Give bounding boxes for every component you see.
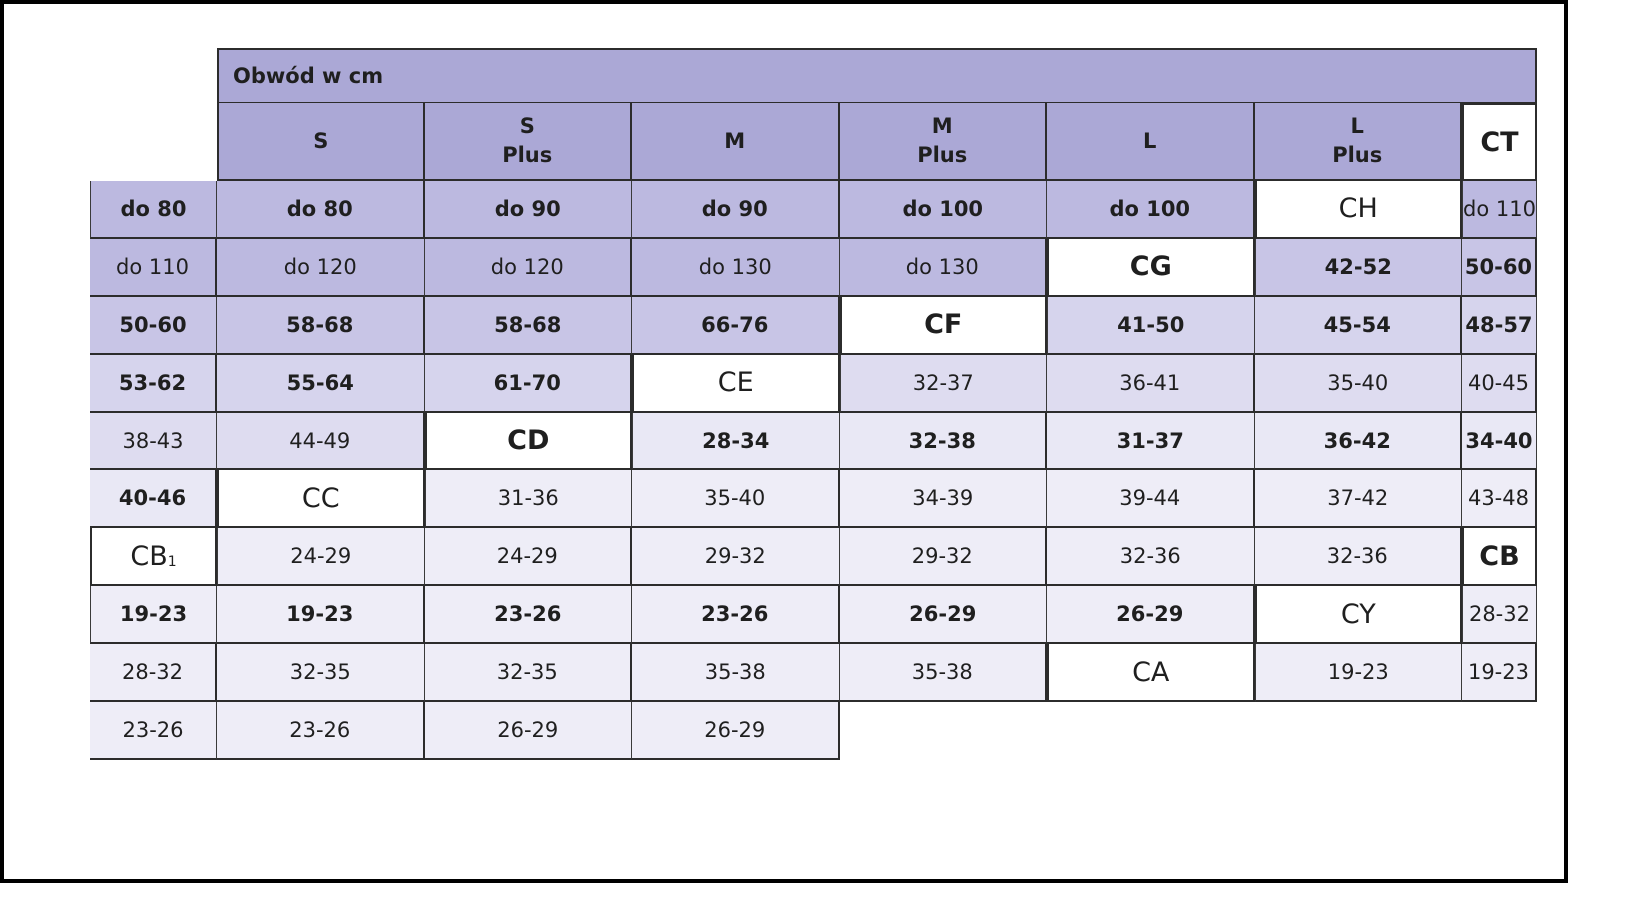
table-cell: 34-40 <box>1462 413 1537 471</box>
table-cell: 19-23 <box>1255 644 1463 702</box>
table-cell: 41-50 <box>1047 297 1255 355</box>
table-cell: do 100 <box>840 181 1048 239</box>
table-cell: 42-52 <box>1255 239 1463 297</box>
size-header-line1: S <box>519 114 535 138</box>
row-label <box>1047 239 1255 297</box>
row-label <box>1047 644 1255 702</box>
table-cell: 23-26 <box>632 586 840 644</box>
table-cell: 58-68 <box>217 297 425 355</box>
size-header-line2: Plus <box>917 143 968 167</box>
size-header-line1: M <box>724 128 746 153</box>
table-cell: 32-36 <box>1047 528 1255 586</box>
table-cell: 23-26 <box>90 702 217 760</box>
size-header-m <box>632 103 840 181</box>
table-cell: do 110 <box>1462 181 1537 239</box>
size-header-line2: Plus <box>1332 143 1383 167</box>
table-cell: 19-23 <box>217 586 425 644</box>
table-cell: 35-38 <box>632 644 840 702</box>
table-cell: 23-26 <box>217 702 425 760</box>
row-label-text: CG <box>1129 251 1172 283</box>
table-cell: 48-57 <box>1462 297 1537 355</box>
table-cell: 44-49 <box>217 413 425 471</box>
table-cell: do 120 <box>217 239 425 297</box>
row-label <box>1255 181 1463 239</box>
table-cell: do 100 <box>1047 181 1255 239</box>
table-cell: 39-44 <box>1047 470 1255 528</box>
size-header-line1: S <box>313 128 329 153</box>
table-cell: do 130 <box>840 239 1048 297</box>
table-cell: 29-32 <box>632 528 840 586</box>
table-cell: 66-76 <box>632 297 840 355</box>
table-cell: 24-29 <box>217 528 425 586</box>
size-header-line1: M <box>931 114 953 138</box>
table-cell: 55-64 <box>217 355 425 413</box>
row-label-text: CE <box>717 367 754 399</box>
table-cell: 29-32 <box>840 528 1048 586</box>
table-cell: do 120 <box>425 239 633 297</box>
table-cell: 50-60 <box>90 297 217 355</box>
table-cell: 32-35 <box>425 644 633 702</box>
row-label-text: CB <box>130 540 168 572</box>
row-label-text: CB <box>1479 540 1520 572</box>
table-cell: 32-37 <box>840 355 1048 413</box>
table-cell: 50-60 <box>1462 239 1537 297</box>
table-cell: 28-32 <box>1462 586 1537 644</box>
row-label <box>632 355 840 413</box>
table-cell: 53-62 <box>90 355 217 413</box>
table-cell: 32-35 <box>217 644 425 702</box>
table-cell: 35-38 <box>840 644 1048 702</box>
table-cell: 26-29 <box>1047 586 1255 644</box>
table-cell: 26-29 <box>840 586 1048 644</box>
table-cell: 40-46 <box>90 470 217 528</box>
table-cell: 37-42 <box>1255 470 1463 528</box>
table-corner <box>90 48 217 103</box>
row-label <box>1462 528 1537 586</box>
table-cell: 35-40 <box>1255 355 1463 413</box>
size-header-l-plus <box>1255 103 1463 181</box>
row-label <box>425 413 633 471</box>
table-cell: 58-68 <box>425 297 633 355</box>
row-label-text: CC <box>301 482 340 514</box>
table-cell: 36-41 <box>1047 355 1255 413</box>
size-header-line1: L <box>1350 114 1364 138</box>
row-label <box>840 297 1048 355</box>
table-cell: do 130 <box>632 239 840 297</box>
table-cell: 23-26 <box>425 586 633 644</box>
table-cell: do 80 <box>90 181 217 239</box>
row-label-text: CF <box>924 309 963 341</box>
table-cell: do 90 <box>632 181 840 239</box>
table-cell: do 90 <box>425 181 633 239</box>
table-cell: 36-42 <box>1255 413 1463 471</box>
size-header-m-plus <box>840 103 1048 181</box>
table-cell: 32-36 <box>1255 528 1463 586</box>
row-label-text: CH <box>1338 193 1378 225</box>
table-cell: 38-43 <box>90 413 217 471</box>
table-cell: do 110 <box>90 239 217 297</box>
row-label-text: CD <box>507 425 550 456</box>
table-cell: 31-37 <box>1047 413 1255 471</box>
table-cell: do 80 <box>217 181 425 239</box>
table-cell: 24-29 <box>425 528 633 586</box>
row-label <box>1462 103 1537 181</box>
row-label <box>217 470 425 528</box>
table-cell: 28-32 <box>90 644 217 702</box>
table-cell: 40-45 <box>1462 355 1537 413</box>
table-cell: 28-34 <box>632 413 840 471</box>
table-cell: 19-23 <box>90 586 217 644</box>
table-cell: 26-29 <box>632 702 840 760</box>
table-cell: 19-23 <box>1462 644 1537 702</box>
table-cell: 43-48 <box>1462 470 1537 528</box>
table-cell: 26-29 <box>425 702 633 760</box>
row-label <box>90 528 217 586</box>
row-label-subscript: 1 <box>167 554 177 571</box>
table-title: Obwód w cm <box>217 48 1537 103</box>
size-header-l <box>1047 103 1255 181</box>
size-chart-table <box>90 48 1537 818</box>
table-cell: 34-39 <box>840 470 1048 528</box>
table-cell: 31-36 <box>425 470 633 528</box>
table-cell: 61-70 <box>425 355 633 413</box>
table-corner-2 <box>90 103 217 181</box>
row-label <box>1255 586 1463 644</box>
size-header-line1: L <box>1143 128 1157 153</box>
table-cell: 45-54 <box>1255 297 1463 355</box>
size-header-line2: Plus <box>502 143 553 167</box>
table-cell: 32-38 <box>840 413 1048 471</box>
size-header-s-plus <box>425 103 633 181</box>
table-cell: 35-40 <box>632 470 840 528</box>
size-header-s <box>217 103 425 181</box>
row-label-text: CA <box>1132 656 1170 688</box>
row-label-text: CY <box>1340 598 1376 630</box>
row-label-text: CT <box>1480 126 1519 158</box>
